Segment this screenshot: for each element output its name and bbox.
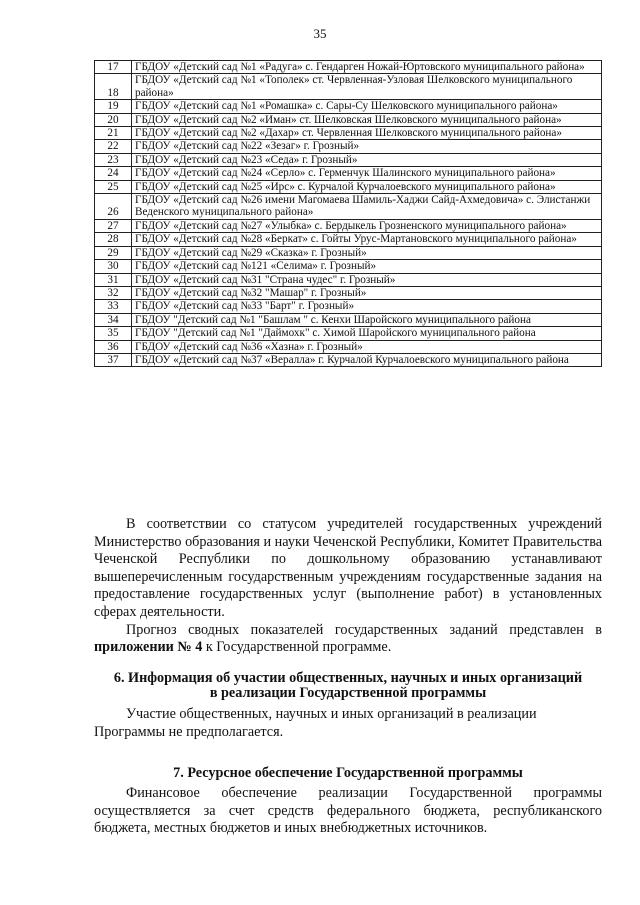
table-row [95,140,602,153]
row-number: 18 [95,74,132,100]
row-number: 24 [95,167,132,180]
table-row [95,273,602,286]
section-6-heading [94,671,602,700]
institution-name: ГБДОУ «Детский сад №1 «Ромашка» с. Сары-Су Шелковского муниципального района» [132,100,602,113]
section-6-title-line-1: 6. Информация об участии общественных, научных и иных организаций [113,670,583,686]
institution-name: ГБДОУ "Детский сад №1 "Даймохк" с. Химой Шаройского муниципального района [132,327,602,340]
row-number: 26 [95,194,132,220]
table-row [95,327,602,340]
section-6-text: Участие общественных, научных и иных организаций в реализации Программы не предполагается. [94,706,537,740]
row-number: 31 [95,273,132,286]
institution-name: ГБДОУ «Детский сад №22 «Зезаг» г. Грозный» [132,140,602,153]
row-number: 35 [95,327,132,340]
institution-name: ГБДОУ «Детский сад №25 «Ирс» с. Курчалой Курчалоевского муниципального района» [132,180,602,193]
row-number: 20 [95,113,132,126]
row-number: 28 [95,233,132,246]
institution-name: ГБДОУ «Детский сад №26 имени Магомаева Шамиль-Хаджи Сайд-Ахмедовича» с. Элистанжи Веденского муниципального района» [132,194,602,220]
institution-name: ГБДОУ «Детский сад №121 «Селима» г. Грозный» [132,260,602,273]
table-row [95,219,602,232]
row-number: 27 [95,219,132,232]
table-row [95,167,602,180]
institution-name: ГБДОУ «Детский сад №29 «Сказка» г. Грозный» [132,246,602,259]
paragraph-2 [94,622,602,657]
paragraph-2-after: к Государственной программе. [202,639,392,656]
row-number: 19 [95,100,132,113]
institution-name: ГБДОУ «Детский сад №1 «Тополек» ст. Червленная-Узловая Шелковского муниципального района» [132,74,602,100]
section-6-title-line-2: в реализации Государственной программы [209,684,487,701]
institution-name: ГБДОУ «Детский сад №32 "Машар" г. Грозный» [132,286,602,299]
row-number: 29 [95,246,132,259]
institution-name: ГБДОУ «Детский сад №28 «Беркат» с. Гойты Урус-Мартановского муниципального района» [132,233,602,246]
page-number: 35 [313,26,327,41]
row-number: 30 [95,260,132,273]
appendix-ref: приложении № 4 [94,639,203,656]
table-row [95,260,602,273]
institution-name: ГБДОУ «Детский сад №2 «Иман» ст. Шелковская Шелковского муниципального района» [132,113,602,126]
table-row [95,127,602,140]
table-row [95,313,602,326]
row-number: 17 [95,61,132,74]
institution-name: ГБДОУ "Детский сад №1 "Башлам " с. Кенхи Шаройского муниципального района [132,313,602,326]
table-row [95,286,602,299]
institutions-table [94,60,602,367]
table-row [95,61,602,74]
row-number: 22 [95,140,132,153]
institution-name: ГБДОУ «Детский сад №2 «Дахар» ст. Червленная Шелковского муниципального района» [132,127,602,140]
table-row [95,246,602,259]
row-number: 34 [95,313,132,326]
institution-name: ГБДОУ «Детский сад №36 «Хазна» г. Грозный» [132,340,602,353]
institution-name: ГБДОУ «Детский сад №23 «Седа» г. Грозный» [132,153,602,166]
table-row [95,300,602,313]
row-number: 33 [95,300,132,313]
table-row [95,153,602,166]
section-6-body [94,706,602,741]
table-row [95,100,602,113]
table-row [95,74,602,100]
section-7-body [94,785,602,838]
institutions-table-body [95,61,602,367]
table-row [95,233,602,246]
section-7-title: 7. Ресурсное обеспечение Государственной программы [173,765,523,781]
paragraph-2-before: Прогноз сводных показателей государственных заданий представлен в [126,621,602,638]
row-number: 32 [95,286,132,299]
institution-name: ГБДОУ «Детский сад №24 «Серло» с. Герменчук Шалинского муниципального района» [132,167,602,180]
row-number: 23 [95,153,132,166]
institution-name: ГБДОУ «Детский сад №31 "Страна чудес" г. Грозный» [132,273,602,286]
row-number: 25 [95,180,132,193]
section-7-heading [94,766,602,781]
row-number: 37 [95,353,132,366]
row-number: 36 [95,340,132,353]
table-row [95,113,602,126]
row-number: 21 [95,127,132,140]
paragraph-1: В соответствии со статусом учредителей государственных учреждений Министерство образования и науки Чеченской Республики, Комитет Правительства Чеченской Республики по дошкольному образованию устанавливают вышеперечисленным государственным учреждениям государственные задания на предоставление государственных услуг (выполнение работ) в установленных сферах деятельности. [94,516,602,620]
paragraph-founders [94,516,602,657]
institution-name: ГБДОУ «Детский сад №33 "Барт" г. Грозный» [132,300,602,313]
institution-name: ГБДОУ «Детский сад №37 «Beралла» г. Курчалой Курчалоевского муниципального района [132,353,602,366]
table-row [95,340,602,353]
table-row [95,353,602,366]
table-row [95,180,602,193]
institution-name: ГБДОУ «Детский сад №1 «Радуга» с. Гендарген Ножай-Юртовского муниципального района» [132,61,602,74]
table-row [95,194,602,220]
institution-name: ГБДОУ «Детский сад №27 «Улыбка» с. Бердыкель Грозненского муниципального района» [132,219,602,232]
section-7-text: Финансовое обеспечение реализации Государственной программы осуществляется за счет средств федерального бюджета, республиканского бюджета, местных бюджетов и иных внебюджетных источников. [94,785,602,837]
